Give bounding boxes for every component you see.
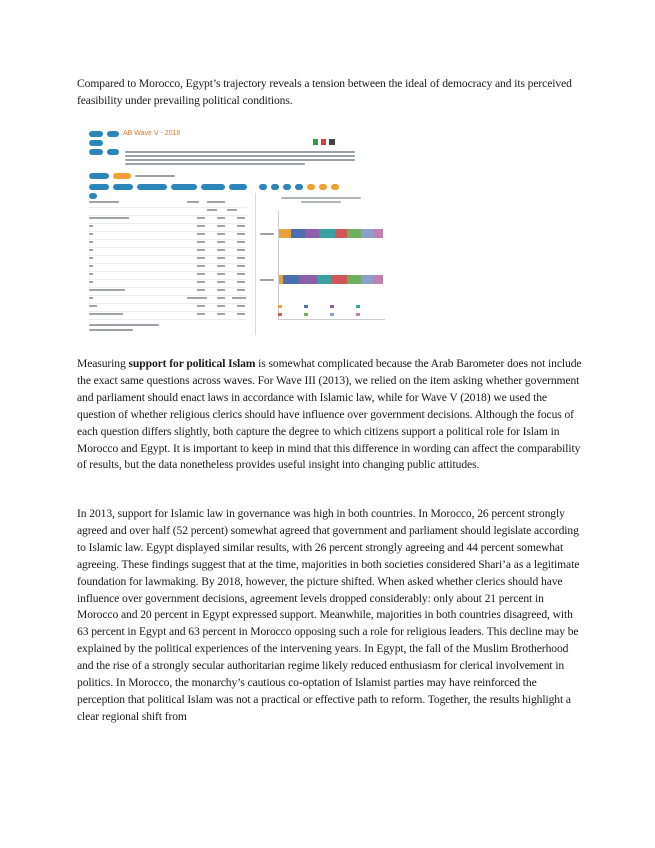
question-text-line (125, 151, 355, 153)
chart-type-pill (331, 184, 339, 190)
footnote-line (89, 324, 159, 326)
option-pill (89, 184, 109, 190)
bar-segment (347, 275, 361, 284)
chart-title-line (281, 197, 361, 199)
bar-segment (299, 275, 317, 284)
chart-type-pill (283, 184, 291, 190)
filter-text-line (135, 175, 175, 177)
option-pill (137, 184, 167, 190)
legend-swatch (278, 305, 282, 308)
bar-segment (331, 275, 347, 284)
bar-segment (317, 275, 331, 284)
paragraph-text: Measuring (77, 357, 129, 370)
bar-segment (335, 229, 347, 238)
question-text-line (125, 159, 355, 161)
bar-segment (347, 229, 361, 238)
bar-segment (373, 275, 383, 284)
stacked-bar (279, 229, 383, 238)
nav-pill-icon (89, 149, 103, 155)
legend-swatch (356, 313, 360, 316)
filter-pill (113, 173, 131, 179)
plot-area (278, 211, 385, 320)
category-label (260, 279, 274, 281)
legend-swatch (304, 305, 308, 308)
legend-swatch (330, 305, 334, 308)
bar-segment (283, 275, 299, 284)
chart-panel (255, 193, 386, 335)
paragraph-intro: Compared to Morocco, Egypt’s trajectory reveals a tension between the ideal of democracy and its perceived feasibility under prevailing political conditions. (77, 77, 572, 107)
chart-legend (278, 305, 384, 333)
option-pill (201, 184, 225, 190)
category-label (260, 233, 274, 235)
option-pill (171, 184, 197, 190)
paragraph-text: is somewhat complicated because the Arab Barometer does not include the exact same questions across waves. For Wave III (2013), we relied on the item asking whether government and parliament should enact laws in accordance with Islamic law, while for Wave V (2018) we used the question of whether religious clerics should have influence over government decisions. Although the focus of each question differs slightly, both capture the degree to which citizens support a political role for Islam in Morocco and Egypt. It is important to keep in mind that this difference in wording can affect the comparability of results, but the data nonetheless provides useful insight into changing public attitudes. (77, 357, 582, 472)
question-text-line (125, 155, 355, 157)
nav-pill-icon (89, 140, 103, 146)
legend-swatch (304, 313, 308, 316)
chart-type-pill (271, 184, 279, 190)
chart-type-pill (319, 184, 327, 190)
wave-title: AB Wave V - 2018 (123, 130, 181, 137)
bar-segment (361, 275, 373, 284)
pdf-icon (321, 139, 326, 145)
nav-pill-icon (107, 149, 119, 155)
print-icon (329, 139, 335, 145)
legend-swatch (330, 313, 334, 316)
embedded-screenshot (85, 127, 387, 339)
paragraph-2013-2018: In 2013, support for Islamic law in governance was high in both countries. In Morocco, 26 percent strongly agreed and over half (52 percent) somewhat agreed that government and parliament should legislate according to Islamic law. Egypt displayed similar results, with 26 percent strongly agreeing and 44 percent somewhat agreeing. These findings suggest that at the time, majorities in both societies considered Shari’a as a legitimate foundation for lawmaking. By 2018, however, the picture shifted. When asked whether clerics should have influence over government decisions, agreement levels dropped considerably: only about 21 percent in Morocco and 20 percent in Egypt expressed support. Meanwhile, majorities in both countries disagreed, with 63 percent in Egypt and 63 percent in Morocco opposing such a role for religious leaders. This decline may be explained by the political experiences of the intervening years. In Egypt, the fall of the Muslim Brotherhood and the rise of a strongly secular authoritarian regime likely reduced enthusiasm for clerical involvement in politics. In Morocco, the monarchy’s cautious co-optation of Islamist parties may have reinforced the perception that political Islam was not a practical or effective path to reform. Together, the results highlight a clear regional shift from (77, 507, 580, 723)
bar-segment (319, 229, 335, 238)
table-row (87, 311, 247, 320)
option-pill (229, 184, 247, 190)
nav-pill-icon (89, 131, 103, 137)
excel-icon (313, 139, 318, 145)
bar-segment (305, 229, 319, 238)
legend-swatch (356, 305, 360, 308)
legend-swatch (278, 313, 282, 316)
stacked-bar (279, 275, 383, 284)
bar-segment (291, 229, 305, 238)
bar-segment (361, 229, 373, 238)
question-text-line (125, 163, 305, 165)
bar-segment (373, 229, 383, 238)
paragraph-political-islam (77, 356, 582, 474)
chart-title-line (301, 201, 341, 203)
chart-type-pill (259, 184, 267, 190)
filter-pill (89, 173, 109, 179)
bar-segment (279, 229, 291, 238)
bold-term: support for political Islam (128, 357, 256, 370)
option-pill (113, 184, 133, 190)
footnote-line (89, 329, 133, 331)
chart-type-pill (295, 184, 303, 190)
chart-type-pill (307, 184, 315, 190)
nav-pill-icon (107, 131, 119, 137)
